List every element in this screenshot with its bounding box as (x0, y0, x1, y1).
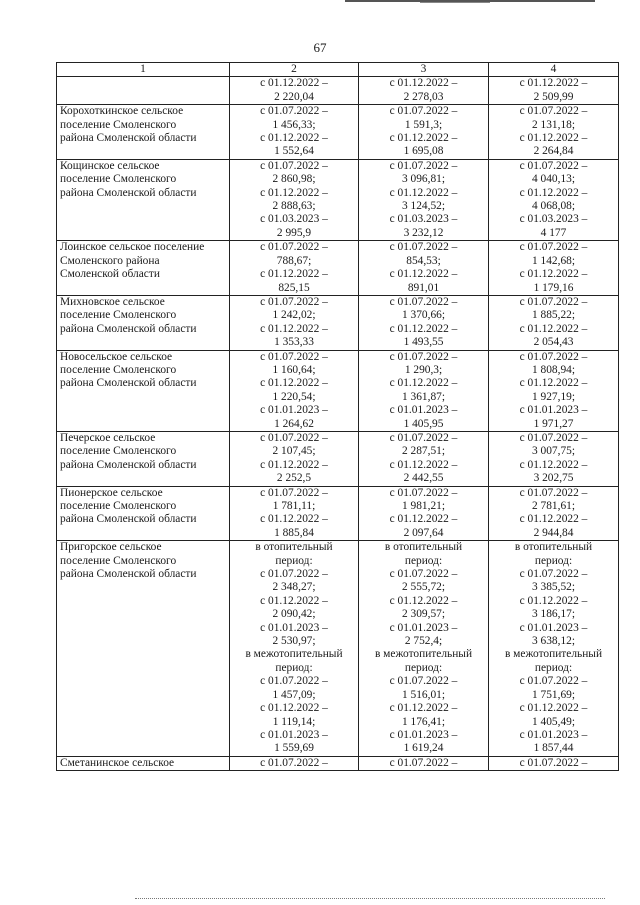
tariff-value-cell (230, 756, 359, 770)
tariff-value-line: 1 242,02; (272, 309, 316, 322)
tariff-value-cell (489, 756, 619, 770)
tariff-value-line: с 01.12.2022 – (519, 702, 588, 715)
tariff-value-line: 3 232,12 (403, 226, 444, 239)
tariff-value-line: с 01.03.2023 – (389, 213, 458, 226)
tariff-value-line: период: (404, 661, 443, 674)
settlement-name-cell (57, 105, 230, 160)
tariff-value-line: 2 781,61; (531, 500, 576, 512)
tariff-value-line: 1 456,33; (272, 118, 316, 131)
tariff-value-line: 2 995,9 (276, 226, 312, 239)
tariff-value-line: с 01.12.2022 – (389, 186, 458, 199)
column-header-1: 1 (57, 63, 230, 77)
tariff-value-line: 3 186,17; (531, 608, 576, 621)
tariff-value-line: 2 860,98; (272, 173, 316, 186)
tariff-value-line: с 01.01.2023 – (389, 404, 458, 417)
table-row (57, 241, 619, 296)
settlement-name-line: Смоленского района (60, 254, 160, 267)
tariff-value-line: с 01.12.2022 – (519, 322, 588, 335)
tariff-value-line: 1 179,16 (533, 281, 574, 294)
tariff-value-line: 891,01 (407, 281, 440, 294)
column-header-2: 2 (230, 63, 359, 77)
tariff-value-line: с 01.12.2022 – (260, 132, 328, 145)
tariff-value-line: в отопительный (384, 541, 463, 554)
tariff-value-line: 1 160,64; (272, 363, 316, 376)
tariff-value-line: 1 559,69 (274, 742, 314, 755)
tariff-value-line: с 01.01.2023 – (260, 621, 328, 634)
tariff-value-line: с 01.07.2022 – (260, 295, 328, 308)
tariff-value-cell (230, 241, 359, 296)
tariff-value-line: 3 124,52; (401, 200, 446, 213)
tariff-value-line: с 01.01.2023 – (389, 621, 458, 634)
settlement-name-line: Смоленской области (60, 268, 160, 281)
column-header-4: 4 (489, 63, 619, 77)
tariff-value-line: 1 857,44 (533, 742, 574, 755)
tariff-value-line: 1 971,27 (533, 417, 574, 430)
table-row (57, 486, 619, 541)
tariff-value-line: 1 885,84 (274, 526, 314, 539)
tariff-value-line: с 01.12.2022 – (519, 594, 588, 607)
settlement-name-cell (57, 159, 230, 240)
tariff-value-line: с 01.07.2022 – (519, 675, 588, 688)
tariff-value-line: 2 944,84 (533, 526, 574, 539)
tariff-value-line: 1 927,19; (531, 390, 576, 403)
tariff-value-line: с 01.07.2022 – (389, 431, 458, 444)
tariff-value-line: в отопительный (514, 541, 593, 554)
tariff-value-line: 1 119,14; (272, 715, 316, 728)
settlement-name-line: Пионерское сельское (60, 486, 163, 499)
tariff-value-line: с 01.07.2022 – (260, 241, 328, 254)
tariff-value-line: с 01.07.2022 – (519, 241, 588, 254)
tariff-value-cell (359, 350, 489, 431)
tariff-value-line: с 01.07.2022 – (260, 105, 328, 118)
tariff-value-cell (489, 541, 619, 757)
tariff-value-line: с 01.12.2022 – (389, 594, 458, 607)
tariff-value-line: 2 509,99 (533, 90, 574, 103)
tariff-value-line: с 01.07.2022 – (519, 105, 588, 118)
tariff-value-line: 3 385,52; (531, 581, 576, 594)
tariff-value-line: 854,53; (406, 254, 441, 267)
footer-rule (135, 898, 605, 902)
tariff-value-line: с 01.07.2022 – (389, 295, 458, 308)
tariff-value-line: 1 457,09; (272, 688, 316, 701)
tariff-value-line: 2 054,43 (533, 336, 574, 349)
tariff-table (56, 62, 619, 771)
tariff-value-line: 4 040,13; (531, 173, 576, 186)
tariff-value-cell (359, 756, 489, 770)
top-rule-secondary (420, 2, 490, 3)
tariff-value-line: 3 638,12; (531, 635, 576, 648)
tariff-value-line: 2 220,04 (274, 90, 314, 103)
tariff-value-cell (489, 105, 619, 160)
tariff-value-line: с 01.07.2022 – (260, 159, 328, 172)
tariff-value-line: 2 348,27; (272, 581, 316, 594)
settlement-name-line: района Смоленской области (60, 513, 197, 526)
tariff-value-cell (489, 77, 619, 105)
tariff-value-line: с 01.12.2022 – (389, 268, 458, 281)
tariff-value-cell (489, 159, 619, 240)
tariff-value-line: с 01.07.2022 – (519, 295, 588, 308)
tariff-value-line: с 01.01.2023 – (389, 728, 458, 741)
tariff-value-line: 1 885,22; (531, 309, 576, 322)
tariff-value-cell (359, 77, 489, 105)
settlement-name-cell (57, 756, 230, 770)
settlement-name-line: района Смоленской области (60, 322, 197, 335)
tariff-value-line: с 01.12.2022 – (519, 458, 588, 471)
tariff-value-line: 2 107,45; (272, 445, 316, 458)
tariff-value-line: 1 264,62 (274, 417, 314, 430)
tariff-value-cell (230, 350, 359, 431)
tariff-value-line: с 01.01.2023 – (519, 621, 588, 634)
tariff-value-line: с 01.07.2022 – (389, 241, 458, 254)
tariff-value-line: с 01.07.2022 – (260, 756, 328, 769)
table-row (57, 159, 619, 240)
tariff-value-line: с 01.07.2022 – (519, 431, 588, 444)
tariff-value-line: 1 981,21; (401, 500, 446, 512)
tariff-value-line: период: (534, 661, 573, 674)
tariff-value-line: с 01.03.2023 – (519, 213, 588, 226)
settlement-name-cell (57, 486, 230, 541)
tariff-value-line: 2 309,57; (401, 608, 446, 621)
tariff-value-line: с 01.07.2022 – (389, 105, 458, 118)
tariff-value-cell (489, 486, 619, 541)
tariff-value-cell (489, 295, 619, 350)
tariff-value-line: с 01.12.2022 – (519, 77, 588, 90)
tariff-value-line: 4 068,08; (531, 200, 576, 213)
tariff-value-cell (230, 159, 359, 240)
tariff-value-line: 825,15 (278, 281, 310, 294)
settlement-name-cell (57, 295, 230, 350)
tariff-value-cell (230, 541, 359, 757)
table-body (57, 63, 619, 771)
tariff-value-line: 1 290,3; (404, 363, 443, 376)
settlement-name-line: Печерское сельское (60, 431, 156, 444)
tariff-value-line: с 01.07.2022 – (519, 756, 588, 769)
tariff-value-line: с 01.12.2022 – (519, 513, 588, 526)
tariff-value-line: с 01.12.2022 – (519, 132, 588, 145)
settlement-name-line: района Смоленской области (60, 458, 197, 471)
tariff-value-line: 1 176,41; (401, 715, 446, 728)
tariff-value-line: 2 264,84 (533, 145, 574, 158)
tariff-value-line: 1 808,94; (531, 363, 576, 376)
tariff-value-line: 2 278,03 (403, 90, 444, 103)
page-number: 67 (313, 40, 327, 55)
tariff-value-line: с 01.07.2022 – (260, 350, 328, 363)
tariff-value-line: 2 888,63; (272, 200, 316, 213)
tariff-value-line: с 01.07.2022 – (389, 159, 458, 172)
tariff-value-cell (489, 431, 619, 486)
tariff-value-cell (359, 295, 489, 350)
tariff-value-cell (359, 431, 489, 486)
tariff-value-cell (359, 105, 489, 160)
tariff-value-line: 788,67; (276, 254, 312, 267)
tariff-value-line: с 01.07.2022 – (389, 675, 458, 688)
settlement-name-line: Кощинское сельское (60, 159, 160, 172)
tariff-value-line: 3 202,75 (533, 472, 574, 485)
tariff-value-line: с 01.12.2022 – (260, 322, 328, 335)
tariff-value-cell (359, 541, 489, 757)
tariff-value-line: 2 252,5 (276, 472, 312, 485)
tariff-value-cell (359, 486, 489, 541)
table-row (57, 77, 619, 105)
settlement-name-line: поселение Смоленского (60, 173, 177, 186)
table-row (57, 350, 619, 431)
tariff-value-line: с 01.12.2022 – (260, 513, 328, 526)
tariff-value-line: с 01.12.2022 – (389, 77, 458, 90)
tariff-value-cell (230, 295, 359, 350)
tariff-value-line: период: (534, 554, 573, 567)
tariff-value-line: период: (275, 554, 313, 567)
tariff-value-line: с 01.07.2022 – (389, 350, 458, 363)
tariff-value-line: 2 131,18; (531, 118, 576, 131)
column-header-3: 3 (359, 63, 489, 77)
tariff-value-line: период: (275, 661, 313, 674)
tariff-value-line: 1 493,55 (403, 336, 444, 349)
tariff-value-line: 2 555,72; (401, 581, 446, 594)
tariff-value-line: 2 097,64 (403, 526, 444, 539)
tariff-value-line: с 01.07.2022 – (260, 568, 328, 581)
tariff-value-line: с 01.12.2022 – (260, 458, 328, 471)
tariff-value-line: 3 007,75; (531, 445, 576, 458)
settlement-name-line: района Смоленской области (60, 132, 197, 145)
tariff-value-line: 2 287,51; (401, 445, 446, 458)
tariff-value-line: с 01.12.2022 – (519, 186, 588, 199)
settlement-name-line: поселение Смоленского (60, 118, 177, 131)
table-row (57, 431, 619, 486)
tariff-value-line: с 01.12.2022 – (260, 594, 328, 607)
tariff-value-line: с 01.12.2022 – (389, 513, 458, 526)
tariff-value-line: с 01.01.2023 – (260, 404, 328, 417)
tariff-value-line: с 01.07.2022 – (260, 431, 328, 444)
tariff-value-line: 1 142,68; (531, 254, 576, 267)
tariff-value-line: с 01.12.2022 – (260, 268, 328, 281)
tariff-value-line: с 01.12.2022 – (260, 377, 328, 390)
tariff-value-line: с 01.01.2023 – (260, 728, 328, 741)
tariff-value-line: 1 552,64 (274, 145, 314, 158)
tariff-value-line: с 01.12.2022 – (389, 377, 458, 390)
tariff-value-line: 2 090,42; (272, 608, 316, 621)
settlement-name-cell (57, 541, 230, 757)
tariff-value-line: с 01.07.2022 – (260, 486, 328, 499)
tariff-value-cell (489, 350, 619, 431)
tariff-value-line: с 01.12.2022 – (260, 186, 328, 199)
tariff-value-line: в межотопительный (374, 648, 473, 661)
settlement-name-line: поселение Смоленского (60, 500, 177, 512)
tariff-value-line: в межотопительный (504, 648, 603, 661)
tariff-value-cell (359, 159, 489, 240)
tariff-value-cell (230, 77, 359, 105)
tariff-value-line: с 01.03.2023 – (260, 213, 328, 226)
tariff-value-cell (230, 486, 359, 541)
settlement-name-line: поселение Смоленского (60, 554, 177, 567)
table-row (57, 756, 619, 770)
table-header-row (57, 63, 619, 77)
tariff-value-line: 2 530,97; (272, 635, 316, 648)
tariff-value-line: 1 370,66; (401, 309, 446, 322)
settlement-name-cell (57, 77, 230, 105)
tariff-value-line: с 01.07.2022 – (389, 756, 458, 769)
settlement-name-line: района Смоленской области (60, 186, 197, 199)
tariff-value-cell (359, 241, 489, 296)
tariff-value-line: с 01.07.2022 – (519, 350, 588, 363)
tariff-value-line: с 01.12.2022 – (260, 702, 328, 715)
table-row (57, 105, 619, 160)
settlement-name-cell (57, 431, 230, 486)
settlement-name-line: Корохоткинское сельское (60, 105, 184, 118)
tariff-value-line: с 01.07.2022 – (260, 675, 328, 688)
settlement-name-line: Михновское сельское (60, 295, 165, 308)
settlement-name-line: поселение Смоленского (60, 309, 177, 322)
tariff-value-line: с 01.07.2022 – (519, 568, 588, 581)
tariff-value-line: 1 781,11; (272, 500, 316, 512)
settlement-name-line: Новосельское сельское (60, 350, 173, 363)
tariff-value-cell (489, 241, 619, 296)
tariff-value-line: с 01.12.2022 – (519, 377, 588, 390)
tariff-value-line: 1 516,01; (401, 688, 446, 701)
tariff-value-line: 2 442,55 (403, 472, 444, 485)
tariff-value-line: 1 405,49; (531, 715, 576, 728)
tariff-value-line: с 01.07.2022 – (389, 486, 458, 499)
tariff-value-line: 4 177 (540, 226, 567, 239)
tariff-value-line: 1 591,3; (404, 118, 443, 131)
table-row (57, 541, 619, 757)
tariff-value-line: с 01.12.2022 – (260, 77, 328, 90)
tariff-value-line: с 01.01.2023 – (519, 404, 588, 417)
tariff-value-line: 1 361,87; (401, 390, 446, 403)
tariff-value-line: 3 096,81; (401, 173, 446, 186)
tariff-value-cell (230, 105, 359, 160)
table-row (57, 295, 619, 350)
tariff-value-line: с 01.12.2022 – (519, 268, 588, 281)
tariff-value-line: с 01.07.2022 – (519, 486, 588, 499)
tariff-value-line: с 01.07.2022 – (389, 568, 458, 581)
settlement-name-cell (57, 241, 230, 296)
settlement-name-line: Пригорское сельское (60, 541, 162, 554)
tariff-value-line: в отопительный (255, 541, 333, 554)
tariff-value-line: 1 751,69; (531, 688, 576, 701)
tariff-value-cell (230, 431, 359, 486)
settlement-name-line: района Смоленской области (60, 568, 197, 581)
tariff-value-line: с 01.01.2023 – (519, 728, 588, 741)
settlement-name-line: района Смоленской области (60, 377, 197, 390)
settlement-name-line: Сметанинское сельское (60, 756, 175, 769)
tariff-value-line: 1 220,54; (272, 390, 316, 403)
tariff-value-line: 1 619,24 (403, 742, 444, 755)
settlement-name-cell (57, 350, 230, 431)
tariff-value-line: с 01.12.2022 – (389, 702, 458, 715)
settlement-name-line: поселение Смоленского (60, 445, 177, 458)
tariff-value-line: 1 695,08 (403, 145, 444, 158)
tariff-value-line: 1 353,33 (274, 336, 314, 349)
settlement-name-line: поселение Смоленского (60, 363, 177, 376)
settlement-name-line: Лоинское сельское поселение (60, 241, 205, 254)
tariff-value-line: с 01.12.2022 – (389, 322, 458, 335)
tariff-value-line: 1 405,95 (403, 417, 444, 430)
tariff-value-line: период: (404, 554, 443, 567)
tariff-value-line: в межотопительный (245, 648, 343, 661)
tariff-value-line: с 01.12.2022 – (389, 132, 458, 145)
tariff-value-line: с 01.07.2022 – (519, 159, 588, 172)
tariff-value-line: 2 752,4; (404, 635, 443, 648)
tariff-value-line: с 01.12.2022 – (389, 458, 458, 471)
